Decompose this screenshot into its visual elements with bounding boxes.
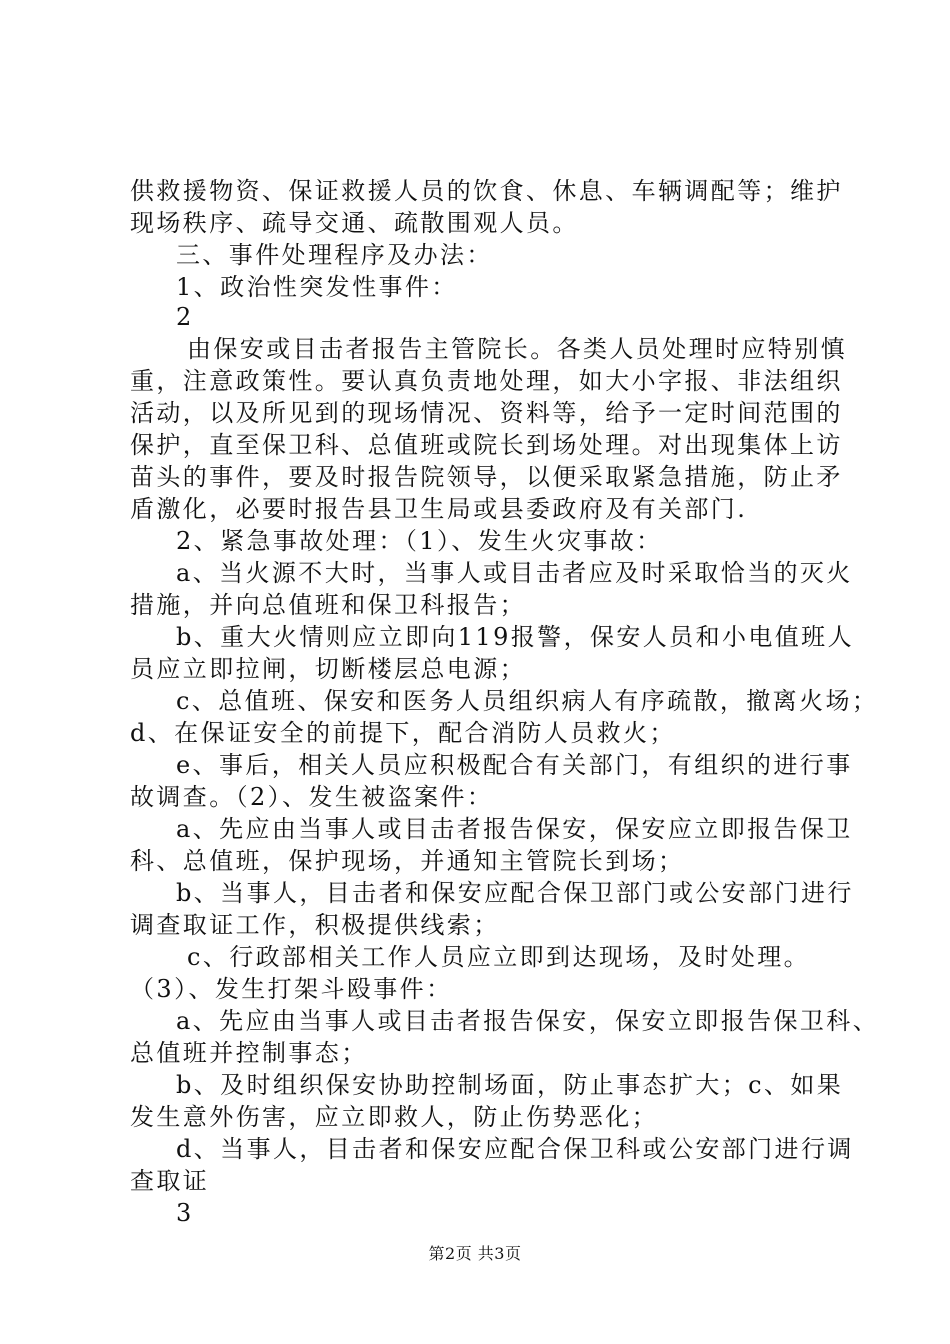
text-line: 重，注意政策性。要认真负责地处理，如大小字报、非法组织 [130, 367, 843, 395]
text-line: 发生意外伤害，应立即救人，防止伤势恶化； [130, 1103, 658, 1131]
subsection-heading: 1、政治性突发性事件： [176, 273, 458, 301]
text-line: d、在保证安全的前提下，配合消防人员救火； [130, 719, 676, 747]
text-line: 总值班并控制事态； [130, 1039, 368, 1067]
text-line: e、事后，相关人员应积极配合有关部门，有组织的进行事 [176, 751, 853, 779]
text-line: 供救援物资、保证救援人员的饮食、休息、车辆调配等；维护 [130, 177, 843, 205]
page-number-marker: 3 [176, 1199, 194, 1227]
text-line: b、重大火情则应立即向119报警，保安人员和小电值班人 [176, 623, 854, 651]
text-line: 故调查。（2）、发生被盗案件： [130, 783, 494, 811]
text-line: （3）、发生打架斗殴事件： [130, 975, 453, 1003]
text-line: 苗头的事件，要及时报告院领导，以便采取紧急措施，防止矛 [130, 463, 843, 491]
text-line: 活动，以及所见到的现场情况、资料等，给予一定时间范围的 [130, 399, 843, 427]
text-line: c、总值班、保安和医务人员组织病人有序疏散，撤离火场； [176, 687, 879, 715]
text-line: c、行政部相关工作人员应立即到达现场，及时处理。 [187, 943, 811, 971]
text-line: 科、总值班，保护现场，并通知主管院长到场； [130, 847, 685, 875]
text-line: a、当火源不大时，当事人或目击者应及时采取恰当的灭火 [176, 559, 853, 587]
text-line: d、当事人，目击者和保安应配合保卫科或公安部门进行调 [176, 1135, 854, 1163]
text-line: b、及时组织保安协助控制场面，防止事态扩大；c、如果 [176, 1071, 844, 1099]
subsection-heading: 2、紧急事故处理：（1）、发生火灾事故： [176, 527, 663, 555]
text-line: 措施，并向总值班和保卫科报告； [130, 591, 526, 619]
text-line: 由保安或目击者报告主管院长。各类人员处理时应特别慎 [187, 335, 847, 363]
section-heading: 三、事件处理程序及办法： [176, 241, 493, 269]
text-line: 盾激化，必要时报告县卫生局或县委政府及有关部门. [130, 495, 748, 523]
text-line: 查取证 [130, 1167, 210, 1195]
text-line: 现场秩序、疏导交通、疏散围观人员。 [130, 209, 579, 237]
text-line: b、当事人，目击者和保安应配合保卫部门或公安部门进行 [176, 879, 854, 907]
page-footer: 第2页 共3页 [428, 1244, 522, 1263]
text-line: 保护，直至保卫科、总值班或院长到场处理。对出现集体上访 [130, 431, 843, 459]
text-line: 员应立即拉闸，切断楼层总电源； [130, 655, 526, 683]
text-line: 调查取证工作，积极提供线索； [130, 911, 500, 939]
page-number-marker: 2 [176, 303, 194, 331]
text-line: a、先应由当事人或目击者报告保安，保安立即报告保卫科、 [176, 1007, 880, 1035]
text-line: a、先应由当事人或目击者报告保安，保安应立即报告保卫 [176, 815, 853, 843]
